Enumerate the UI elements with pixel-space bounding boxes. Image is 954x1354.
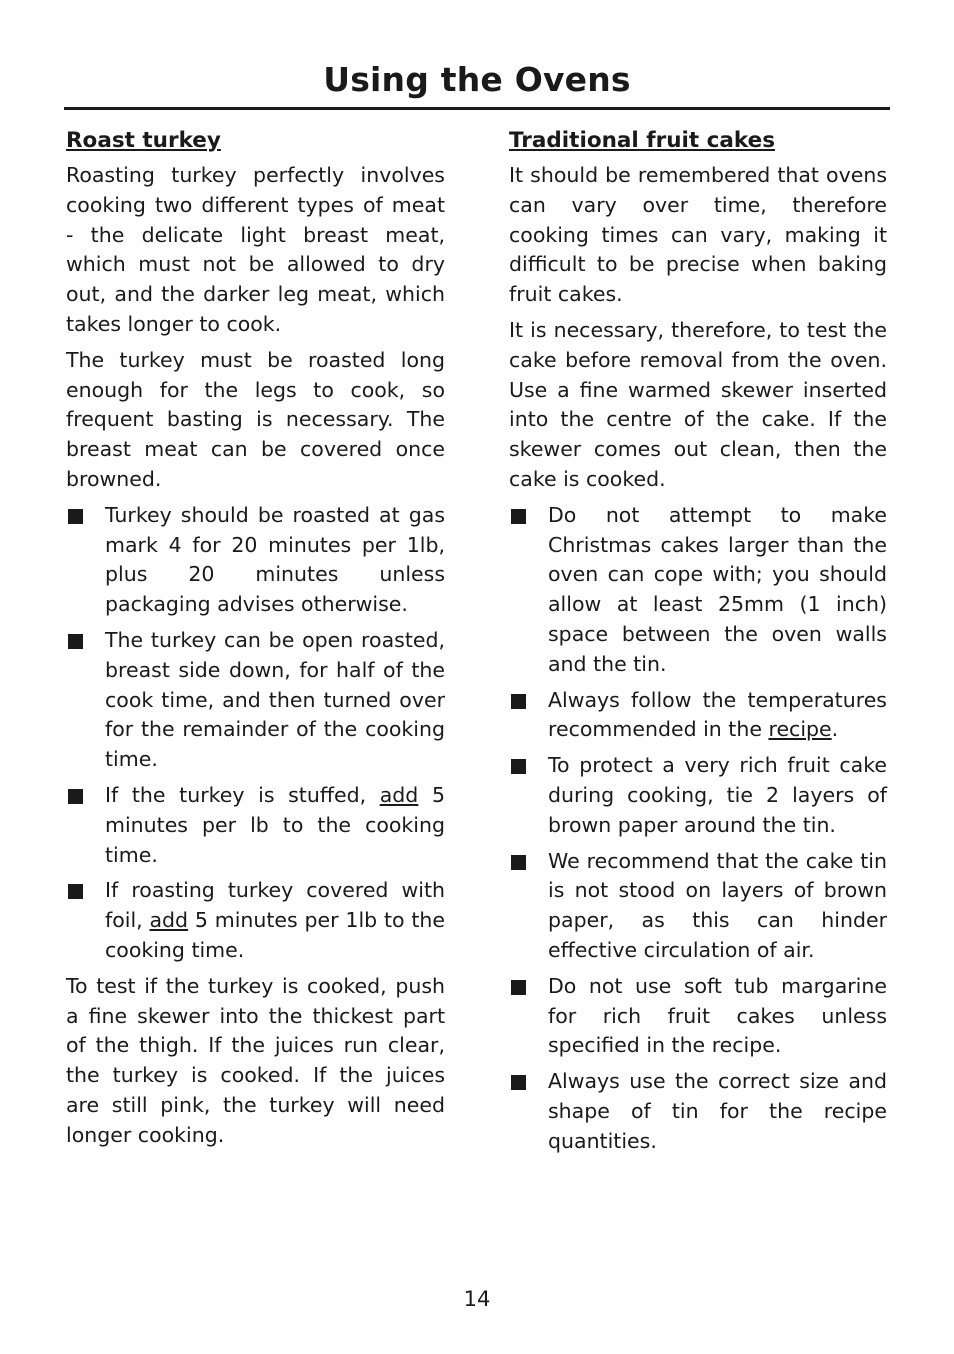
roast-turkey-heading: Roast turkey (66, 128, 221, 153)
list-item (66, 781, 445, 870)
list-item (509, 751, 887, 840)
list-item-text-start: If roasting turkey covered with foil, (105, 878, 445, 933)
list-item (509, 1067, 887, 1156)
list-item-text: We recommend that the cake tin is not stood on layers of brown paper, as this can hinder effective circulation of air. (548, 848, 887, 962)
fruit-cakes-section (509, 126, 887, 1163)
page-number: 14 (463, 1287, 491, 1311)
list-item-emphasis: add (379, 782, 419, 807)
roast-turkey-test: To test if the turkey is cooked, push a fine skewer into the thickest part of the thigh. If the juices run clear, the turkey is cooked. If the juices are still pink, the turkey will need longer cooking. (66, 973, 445, 1147)
list-item-text-end: 5 minutes per 1lb to the cooking time. (105, 908, 445, 962)
list-item (509, 501, 887, 680)
list-item-text-end: 5 minutes per lb to the cooking time. (105, 782, 445, 867)
list-item-text: To protect a very rich fruit cake during cooking, tie 2 layers of brown paper around the tin. (548, 753, 887, 837)
square-bullet-icon (68, 509, 83, 524)
list-item (509, 972, 887, 1061)
list-item-text-end: . (831, 717, 839, 742)
fruit-cakes-heading: Traditional fruit cakes (509, 128, 776, 153)
list-item-text: Always use the correct size and shape of tin for the recipe quantities. (548, 1069, 887, 1153)
page-title: Using the Ovens (323, 60, 631, 99)
square-bullet-icon (68, 884, 83, 899)
roast-turkey-basting: The turkey must be roasted long enough for the legs to cook, so frequent basting is necessary. The breast meat can be covered once browned. (66, 347, 445, 491)
list-item (66, 876, 445, 965)
list-item (66, 626, 445, 775)
square-bullet-icon (68, 789, 83, 804)
list-item-text-start: Always follow the temperatures recommended in the (548, 687, 887, 742)
square-bullet-icon (511, 694, 526, 709)
list-item-text: Do not use soft tub margarine for rich fruit cakes unless specified in the recipe. (548, 973, 887, 1058)
square-bullet-icon (511, 509, 526, 524)
fruit-cakes-intro: It should be remembered that ovens can vary over time, therefore cooking times can vary, making it difficult to be precise when baking fruit cakes. (509, 163, 887, 307)
roast-turkey-section (66, 126, 445, 1157)
square-bullet-icon (511, 855, 526, 870)
list-item (66, 501, 445, 620)
list-item (509, 686, 887, 746)
fruit-cakes-test: It is necessary, therefore, to test the cake before removal from the oven. Use a fine warmed skewer inserted into the centre of the cake. If the skewer comes out clean, then the cake is cooked. (509, 317, 887, 491)
list-item-text: Do not attempt to make Christmas cakes larger than the oven can cope with; you should allow at least 25mm (1 inch) space between the oven walls and the tin. (548, 502, 887, 676)
square-bullet-icon (511, 980, 526, 995)
list-item-emphasis: recipe (768, 717, 832, 742)
list-item-text: The turkey can be open roasted, breast side down, for half of the cook time, and then turned over for the remainder of the cooking time. (105, 627, 445, 772)
square-bullet-icon (511, 1075, 526, 1090)
roast-turkey-tips (66, 501, 445, 966)
square-bullet-icon (68, 634, 83, 649)
list-item-emphasis: add (149, 908, 189, 933)
fruit-cakes-tips (509, 501, 887, 1157)
list-item (509, 847, 887, 966)
roast-turkey-intro: Roasting turkey perfectly involves cooking two different types of meat - the delicate light breast meat, which must not be allowed to dry out, and the darker leg meat, which takes longer to cook. (66, 163, 445, 336)
list-item-text-start: If the turkey is stuffed, (105, 782, 380, 807)
title-divider (64, 107, 890, 110)
list-item-text: Turkey should be roasted at gas mark 4 for 20 minutes per 1lb, plus 20 minutes unless packaging advises otherwise. (105, 502, 445, 617)
square-bullet-icon (511, 759, 526, 774)
